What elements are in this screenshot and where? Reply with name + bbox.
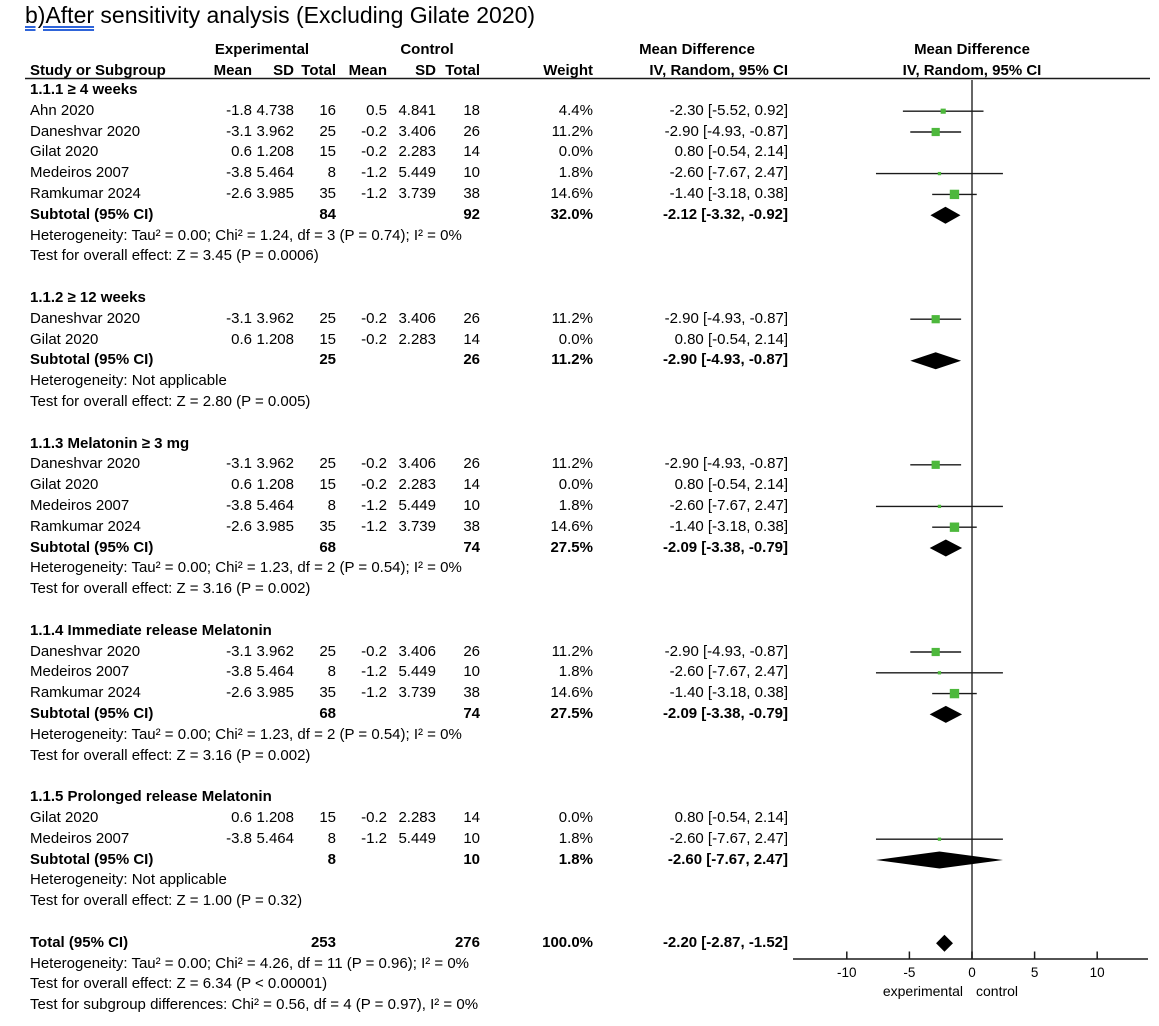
subgroup-label: 1.1.1 ≥ 4 weeks [30,81,138,98]
weight-value: 1.8% [558,829,593,847]
sd-control: 2.283 [398,476,436,494]
weight-value: 14.6% [550,684,593,702]
weight-value: 11.2% [551,309,593,327]
weight-value: 14.6% [550,517,593,535]
total-control: 14 [463,809,480,826]
overall-effect-row [0,246,1159,267]
heterogeneity-row-text: Heterogeneity: Tau² = 0.00; Chi² = 1.23, df = 2 (P = 0.54); I² = 0% [30,725,462,743]
col-header-ci-text: IV, Random, 95% CI [649,62,788,79]
ci-value: -2.12 [-3.32, -0.92] [662,205,788,223]
study-name: Daneshvar 2020 [30,642,141,660]
ci-value: -2.09 [-3.38, -0.79] [662,705,788,722]
subgroup-label: 1.1.2 ≥ 12 weeks [30,289,146,306]
weight-value: 27.5% [550,705,593,722]
mean-experimental: -3.8 [226,663,252,681]
heterogeneity-row-text: Heterogeneity: Not applicable [30,871,227,889]
study-row [0,309,1159,330]
ci-value: 0.80 [-0.54, 2.14] [674,143,788,161]
weight-value: 11.2% [551,122,593,140]
mean-experimental: -1.8 [226,101,252,119]
study-row [0,662,1159,683]
study-name: Gilat 2020 [30,330,99,348]
mean-experimental: -2.6 [226,684,252,702]
sd-experimental: 3.962 [256,642,294,660]
sd-control: 2.283 [398,809,436,826]
ci-value: -1.40 [-3.18, 0.38] [669,185,788,202]
axis-label-control: control [976,983,1019,999]
total-control: 38 [463,517,480,535]
total-control: 14 [463,330,480,348]
study-name: Medeiros 2007 [30,663,130,681]
mean-experimental: -3.1 [226,642,252,660]
subtotal-row [0,538,1159,559]
ci-value: -2.60 [-7.67, 2.47] [669,497,788,514]
col-header-mean-difference: Mean Difference [639,41,755,58]
axis-tick-label: 5 [1030,965,1039,980]
col-header-mean-difference-plot: Mean Difference [914,41,1030,58]
total-control: 10 [463,850,480,868]
subgroup-header-row [0,787,1159,808]
study-row [0,683,1159,704]
heterogeneity-row-text: Heterogeneity: Tau² = 0.00; Chi² = 1.24, df = 3 (P = 0.74); I² = 0% [30,226,462,244]
overall-effect-row-text: Test for overall effect: Z = 3.16 (P = 0.002) [30,746,311,764]
study-name: Gilat 2020 [30,476,99,494]
subtotal-row [0,850,1159,871]
study-name: Ramkumar 2024 [30,684,141,702]
sd-experimental: 1.208 [256,809,294,826]
mean-control: -1.2 [361,497,387,514]
study-row [0,184,1159,205]
subtotal-label: Subtotal (95% CI) [30,538,154,556]
sd-control: 5.449 [398,663,436,681]
ci-value: -2.90 [-4.93, -0.87] [664,455,788,473]
sd-control: 3.406 [398,309,436,327]
total-control: 26 [463,455,480,473]
heterogeneity-row [0,870,1159,891]
col-header-mean-exp: Mean [213,62,252,79]
axis-tick-label: 0 [968,965,976,980]
subgroup-header-row [0,288,1159,309]
sd-experimental: 5.464 [256,829,294,847]
mean-control: -0.2 [361,309,387,327]
study-name: Medeiros 2007 [30,164,130,182]
weight-value: 0.0% [558,809,593,826]
total-experimental: 25 [319,351,336,369]
sd-control: 3.406 [398,642,436,660]
weight-value: 1.8% [558,164,593,182]
study-name: Daneshvar 2020 [30,455,141,473]
footnote-row [0,954,1159,975]
mean-experimental: 0.6 [231,809,252,826]
total-experimental: 8 [327,850,336,868]
sd-control: 3.739 [398,517,436,535]
weight-value: 4.4% [558,101,593,119]
weight-value: 1.8% [558,497,593,514]
overall-effect-row-text: Test for overall effect: Z = 2.80 (P = 0.005) [30,393,311,410]
mean-control: -1.2 [361,829,387,847]
weight-value: 27.5% [550,538,593,556]
col-header-study: Study or Subgroup [30,62,166,79]
weight-value: 0.0% [558,476,593,494]
mean-control: -1.2 [361,517,387,535]
footnote-row-text: Test for subgroup differences: Chi² = 0.56, df = 4 (P = 0.97), I² = 0% [30,996,479,1014]
ci-value: 0.80 [-0.54, 2.14] [674,476,788,494]
sd-experimental: 3.985 [256,185,294,202]
mean-experimental: 0.6 [231,143,252,161]
total-control: 10 [463,164,480,182]
mean-control: -0.2 [361,455,387,473]
ci-value: 0.80 [-0.54, 2.14] [674,809,788,826]
subgroup-label: 1.1.5 Prolonged release Melatonin [30,788,272,806]
sd-experimental: 3.962 [256,122,294,140]
sd-experimental: 5.464 [256,663,294,681]
axis-tick-label: -5 [903,965,916,980]
total-experimental: 8 [327,663,336,681]
mean-experimental: -3.8 [226,164,252,182]
ci-value: -2.30 [-5.52, 0.92] [669,101,788,119]
title-rest: sensitivity analysis (Excluding Gilate 2020) [94,2,536,28]
overall-effect-row [0,746,1159,767]
study-name: Medeiros 2007 [30,497,130,514]
study-row [0,142,1159,163]
study-name: Gilat 2020 [30,143,99,161]
sd-control: 2.283 [398,330,436,348]
mean-control: 0.5 [366,101,387,119]
weight-value: 32.0% [550,205,593,223]
sd-experimental: 5.464 [256,164,294,182]
ci-value: -2.90 [-4.93, -0.87] [664,642,788,660]
weight-value: 11.2% [551,351,593,369]
total-experimental: 15 [319,809,336,826]
ci-value: -2.90 [-4.93, -0.87] [664,122,788,140]
total-control: 14 [463,476,480,494]
total-row [0,933,1159,954]
mean-control: -0.2 [361,122,387,140]
col-header-weight: Weight [543,62,593,79]
ci-value: -2.20 [-2.87, -1.52] [662,933,788,951]
axis-tick-label: 10 [1089,965,1105,980]
heterogeneity-row [0,226,1159,247]
heterogeneity-row [0,725,1159,746]
axis-label-experimental: experimental [882,983,963,999]
total-experimental: 25 [319,642,336,660]
footnote-row-text: Heterogeneity: Tau² = 0.00; Chi² = 4.26, df = 11 (P = 0.96); I² = 0% [30,954,470,972]
total-experimental: 8 [327,164,336,182]
weight-value: 14.6% [550,185,593,202]
ci-value: -2.60 [-7.67, 2.47] [669,663,788,681]
study-row [0,454,1159,475]
mean-experimental: -3.8 [226,829,252,847]
mean-experimental: 0.6 [231,476,252,494]
ci-value: -1.40 [-3.18, 0.38] [669,517,788,535]
sd-experimental: 5.464 [256,497,294,514]
total-experimental: 35 [319,517,336,535]
sd-control: 3.406 [398,122,436,140]
total-experimental: 253 [310,933,336,951]
subgroup-header-row [0,80,1159,101]
overall-effect-row [0,392,1159,413]
subtotal-row [0,704,1159,725]
overall-effect-row-text: Test for overall effect: Z = 1.00 (P = 0.32) [30,892,303,910]
total-label: Total (95% CI) [30,933,129,951]
mean-experimental: 0.6 [231,330,252,348]
heterogeneity-row-text: Heterogeneity: Tau² = 0.00; Chi² = 1.23, df = 2 (P = 0.54); I² = 0% [30,559,462,577]
sd-experimental: 4.738 [256,101,294,119]
col-header-sd-exp: SD [273,62,294,79]
mean-experimental: -2.6 [226,185,252,202]
sd-control: 2.283 [398,143,436,161]
sd-control: 3.739 [398,684,436,702]
sd-control: 4.841 [398,101,436,119]
study-name: Ramkumar 2024 [30,517,141,535]
mean-control: -0.2 [361,143,387,161]
col-header-experimental: Experimental [214,41,310,58]
mean-control: -1.2 [361,663,387,681]
total-control: 74 [463,705,480,722]
mean-experimental: -3.1 [226,122,252,140]
weight-value: 100.0% [542,933,593,951]
ci-value: -2.09 [-3.38, -0.79] [662,538,788,556]
mean-control: -1.2 [361,164,387,182]
total-control: 10 [463,663,480,681]
weight-value: 0.0% [558,330,593,348]
weight-value: 1.8% [558,663,593,681]
subgroup-label: 1.1.4 Immediate release Melatonin [30,621,272,639]
ci-value: -2.60 [-7.67, 2.47] [667,850,788,868]
total-control: 26 [463,642,480,660]
total-control: 38 [463,684,480,702]
sd-control: 3.739 [398,185,436,202]
weight-value: 11.2% [551,455,593,473]
total-control: 74 [463,538,480,556]
footnote-row [0,995,1159,1016]
subtotal-label: Subtotal (95% CI) [30,205,154,223]
ci-value: -2.60 [-7.67, 2.47] [669,829,788,847]
overall-effect-row [0,579,1159,600]
sd-experimental: 3.985 [256,684,294,702]
mean-control: -0.2 [361,809,387,826]
study-name: Gilat 2020 [30,809,99,826]
subtotal-label: Subtotal (95% CI) [30,351,154,369]
total-experimental: 15 [319,476,336,494]
sd-control: 5.449 [398,497,436,514]
weight-value: 0.0% [558,143,593,161]
total-experimental: 25 [319,309,336,327]
ci-value: -2.90 [-4.93, -0.87] [664,309,788,327]
subgroup-label: 1.1.3 Melatonin ≥ 3 mg [30,434,190,452]
col-header-total-ctl: Total [445,62,480,79]
ci-value: -2.90 [-4.93, -0.87] [662,351,788,369]
mean-experimental: -3.1 [226,309,252,327]
subtotal-label: Subtotal (95% CI) [30,850,154,868]
mean-control: -0.2 [361,642,387,660]
total-experimental: 8 [327,497,336,514]
study-row [0,101,1159,122]
total-control: 26 [463,122,480,140]
study-row [0,475,1159,496]
study-name: Daneshvar 2020 [30,309,141,327]
total-experimental: 35 [319,185,336,202]
mean-control: -1.2 [361,684,387,702]
total-control: 92 [463,205,480,223]
total-control: 18 [463,101,480,119]
study-row [0,163,1159,184]
ci-value: -1.40 [-3.18, 0.38] [669,684,788,702]
title-underlined-part: b)After [25,2,95,28]
total-experimental: 16 [319,101,336,119]
sd-experimental: 3.985 [256,517,294,535]
mean-experimental: -3.1 [226,455,252,473]
total-experimental: 15 [319,143,336,161]
ci-value: -2.60 [-7.67, 2.47] [669,164,788,182]
total-experimental: 15 [319,330,336,348]
study-row [0,517,1159,538]
subgroup-header-row [0,621,1159,642]
mean-experimental: -2.6 [226,517,252,535]
study-name: Ahn 2020 [30,101,95,119]
weight-value: 11.2% [551,642,593,660]
sd-experimental: 3.962 [256,309,294,327]
sd-control: 3.406 [398,455,436,473]
study-row [0,122,1159,143]
total-control: 38 [463,185,480,202]
overall-effect-row-text: Test for overall effect: Z = 3.45 (P = 0.0006) [30,247,319,265]
col-header-control: Control [400,41,454,58]
heterogeneity-row-text: Heterogeneity: Not applicable [30,372,227,390]
overall-effect-row [0,891,1159,912]
mean-control: -1.2 [361,185,387,202]
sd-control: 5.449 [398,829,436,847]
study-row [0,330,1159,351]
col-header-sd-ctl: SD [415,62,436,79]
footnote-row-text: Test for overall effect: Z = 6.34 (P < 0.00001) [30,975,328,993]
sd-experimental: 1.208 [256,476,294,494]
subtotal-label: Subtotal (95% CI) [30,705,154,722]
ci-value: 0.80 [-0.54, 2.14] [674,330,788,348]
study-row [0,829,1159,850]
study-name: Ramkumar 2024 [30,185,141,202]
sd-experimental: 3.962 [256,455,294,473]
subtotal-row [0,350,1159,371]
total-experimental: 68 [319,705,336,722]
total-experimental: 35 [319,684,336,702]
study-row [0,808,1159,829]
total-experimental: 25 [319,122,336,140]
study-name: Medeiros 2007 [30,829,130,847]
total-control: 10 [463,829,480,847]
heterogeneity-row [0,371,1159,392]
mean-experimental: -3.8 [226,497,252,514]
study-row [0,496,1159,517]
total-experimental: 84 [319,205,336,223]
total-experimental: 8 [327,829,336,847]
total-control: 10 [463,497,480,514]
total-control: 26 [463,309,480,327]
overall-effect-row-text: Test for overall effect: Z = 3.16 (P = 0.002) [30,580,311,598]
mean-control: -0.2 [361,476,387,494]
total-experimental: 25 [319,455,336,473]
col-header-total-exp: Total [301,62,336,79]
study-row [0,642,1159,663]
sd-control: 5.449 [398,164,436,182]
footnote-row [0,974,1159,995]
sd-experimental: 1.208 [256,330,294,348]
mean-control: -0.2 [361,330,387,348]
subgroup-header-row [0,434,1159,455]
col-header-ci-plot: IV, Random, 95% CI [902,62,1042,79]
col-header-mean-ctl: Mean [348,62,387,79]
study-name: Daneshvar 2020 [30,122,141,140]
total-control: 26 [463,351,480,369]
total-control: 14 [463,143,480,161]
total-control: 276 [454,933,480,951]
heterogeneity-row [0,558,1159,579]
total-experimental: 68 [319,538,336,556]
weight-value: 1.8% [558,850,593,868]
axis-tick-label: -10 [837,965,857,980]
sd-experimental: 1.208 [256,143,294,161]
subtotal-row [0,205,1159,226]
